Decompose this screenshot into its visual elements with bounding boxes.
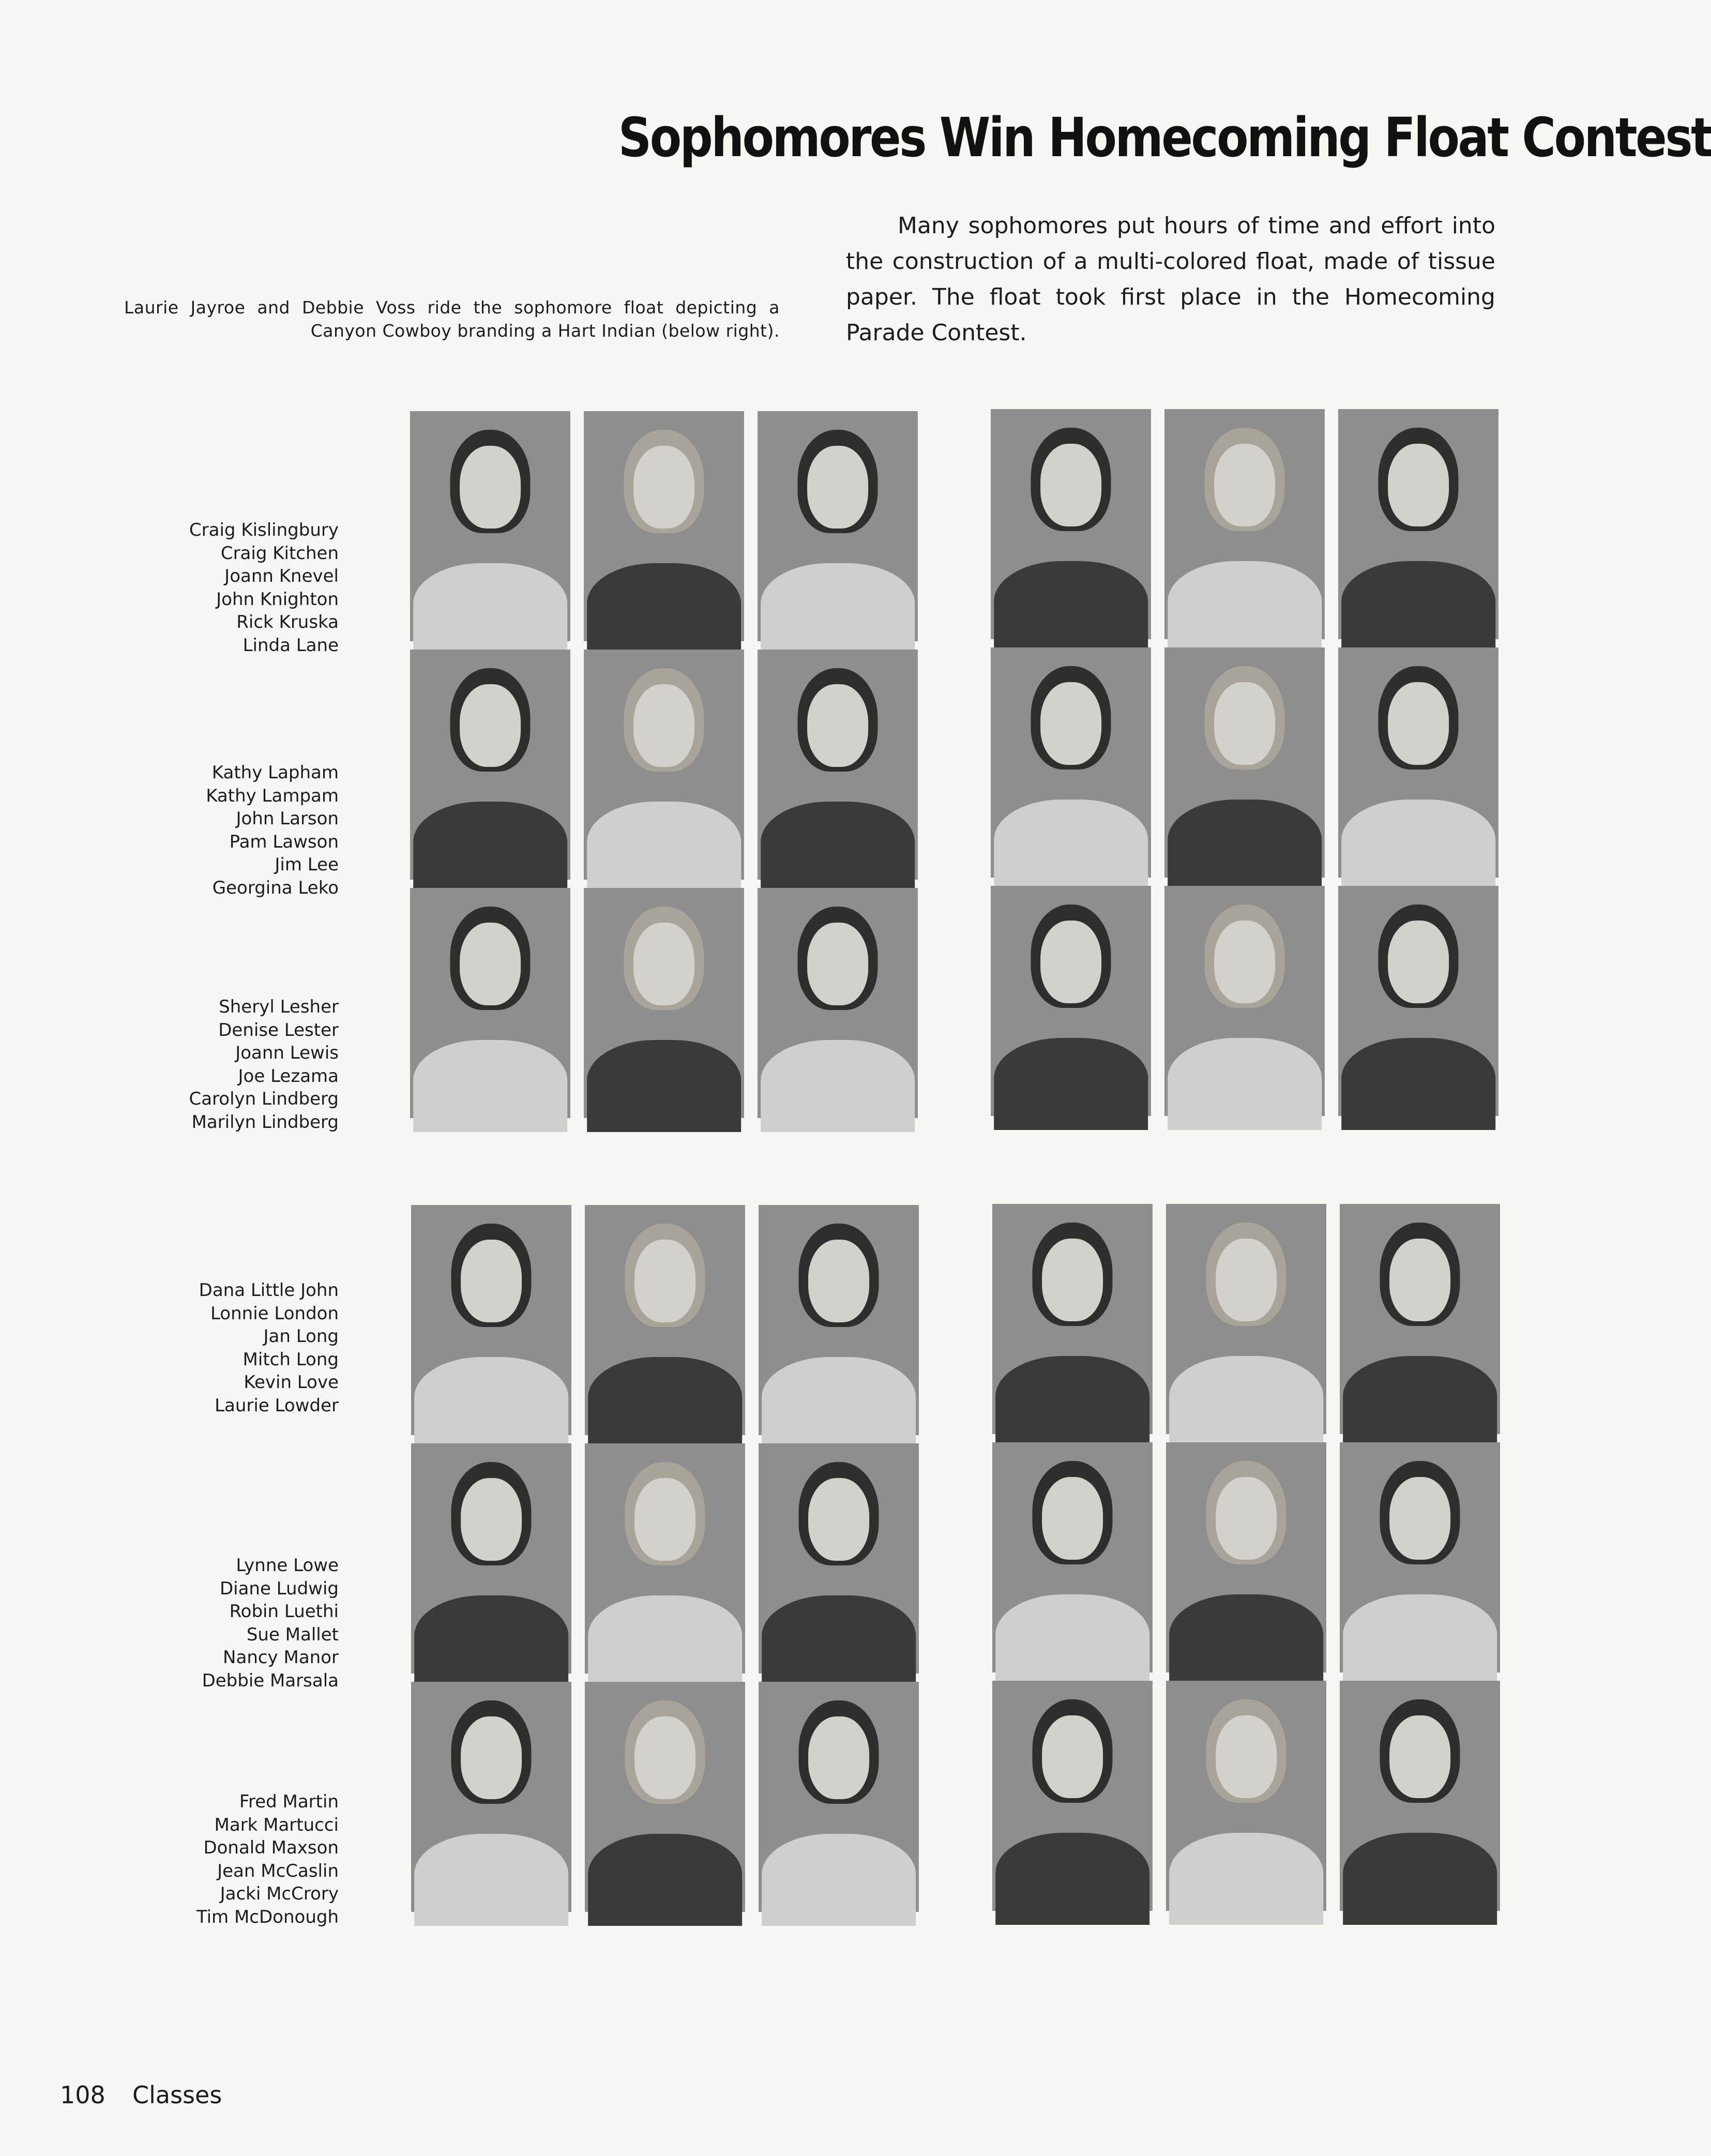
portrait-clothing xyxy=(994,1038,1148,1130)
portrait-clothing xyxy=(587,802,741,894)
portrait-face xyxy=(633,923,694,1005)
student-name: Carolyn Lindberg xyxy=(189,1089,339,1109)
portrait-face xyxy=(461,1716,522,1799)
portrait-clothing xyxy=(1169,1594,1323,1686)
name-list-6 xyxy=(196,1790,339,1928)
portrait-face xyxy=(461,1240,522,1322)
student-name: Marilyn Lindberg xyxy=(191,1111,339,1133)
portrait-clothing xyxy=(995,1833,1149,1925)
portrait-grid-bottom-left xyxy=(411,1205,919,1912)
student-portrait xyxy=(1338,886,1498,1116)
student-name: Lonnie London xyxy=(210,1303,339,1324)
portrait-face xyxy=(1040,921,1101,1003)
photo-caption: Laurie Jayroe and Debbie Voss ride the sophomore float depicting a Canyon Cowboy branding a Hart Indian (below right). xyxy=(124,297,780,341)
student-portrait xyxy=(584,888,744,1118)
student-name: Kathy Lapham xyxy=(211,762,339,783)
portrait-clothing xyxy=(1343,1594,1497,1686)
portrait-clothing xyxy=(994,561,1148,653)
student-portrait xyxy=(1338,647,1498,878)
student-name: Joann Lewis xyxy=(235,1043,339,1063)
student-portrait xyxy=(1164,409,1325,639)
portrait-clothing xyxy=(1343,1356,1497,1448)
portrait-clothing xyxy=(413,1040,567,1132)
student-name: Sue Mallet xyxy=(246,1624,339,1645)
portrait-clothing xyxy=(995,1594,1149,1686)
portrait-face xyxy=(1389,1715,1450,1798)
student-name: Rick Kruska xyxy=(236,612,339,632)
portrait-clothing xyxy=(1343,1833,1497,1925)
student-portrait xyxy=(585,1205,745,1435)
portrait-clothing xyxy=(994,800,1148,892)
portrait-face xyxy=(1214,682,1275,765)
student-name: Jacki McCrory xyxy=(220,1883,339,1904)
portrait-face xyxy=(807,923,868,1005)
student-name: Lynne Lowe xyxy=(236,1555,339,1576)
portrait-face xyxy=(1216,1477,1277,1560)
portrait-face xyxy=(634,1716,695,1799)
student-name: Donald Maxson xyxy=(203,1837,339,1858)
student-portrait xyxy=(1338,409,1498,639)
portrait-clothing xyxy=(1168,1038,1322,1130)
student-portrait xyxy=(991,409,1151,639)
student-portrait xyxy=(1166,1681,1326,1911)
portrait-face xyxy=(1388,444,1449,526)
portrait-clothing xyxy=(588,1595,742,1687)
student-portrait xyxy=(758,411,918,641)
student-name: John Knighton xyxy=(216,589,339,610)
portrait-clothing xyxy=(414,1357,568,1449)
student-name: Kathy Lampam xyxy=(206,785,339,806)
student-name: Denise Lester xyxy=(218,1019,339,1041)
student-portrait xyxy=(410,411,570,641)
student-name: Dana Little John xyxy=(199,1280,339,1301)
portrait-grid-top-right xyxy=(991,409,1498,1116)
portrait-clothing xyxy=(587,563,741,655)
student-name: Georgina Leko xyxy=(212,877,339,898)
student-portrait xyxy=(1340,1442,1500,1672)
portrait-face xyxy=(633,684,694,767)
portrait-clothing xyxy=(761,563,915,655)
student-name: Linda Lane xyxy=(243,635,339,656)
portrait-face xyxy=(634,1478,695,1561)
student-portrait xyxy=(1164,647,1325,878)
student-name: Jan Long xyxy=(263,1326,339,1347)
student-portrait xyxy=(992,1681,1153,1911)
page-number: 108 xyxy=(60,2081,105,2109)
student-name: Craig Kislingbury xyxy=(189,520,339,540)
student-portrait xyxy=(585,1682,745,1912)
portrait-clothing xyxy=(413,802,567,894)
name-list-2 xyxy=(206,761,339,899)
portrait-face xyxy=(808,1240,869,1322)
portrait-grid-top-left xyxy=(410,411,918,1118)
student-portrait xyxy=(1340,1204,1500,1434)
portrait-face xyxy=(1042,1477,1103,1560)
portrait-clothing xyxy=(1169,1356,1323,1448)
student-name: Nancy Manor xyxy=(223,1647,339,1668)
student-name: Debbie Marsala xyxy=(202,1670,339,1691)
student-name: Tim McDonough xyxy=(196,1906,339,1927)
student-name: Kevin Love xyxy=(244,1372,339,1393)
portrait-clothing xyxy=(1341,800,1495,892)
portrait-face xyxy=(807,684,868,767)
portrait-face xyxy=(808,1478,869,1561)
portrait-clothing xyxy=(761,802,915,894)
section-label: Classes xyxy=(132,2081,222,2109)
portrait-face xyxy=(1040,444,1101,526)
portrait-clothing xyxy=(588,1357,742,1449)
student-name: Mark Martucci xyxy=(214,1814,339,1835)
portrait-face xyxy=(1216,1239,1277,1321)
portrait-clothing xyxy=(1169,1833,1323,1925)
student-portrait xyxy=(1340,1681,1500,1911)
portrait-face xyxy=(633,446,694,529)
student-portrait xyxy=(758,650,918,880)
student-name: Pam Lawson xyxy=(229,831,339,852)
student-portrait xyxy=(991,647,1151,878)
student-name: Fred Martin xyxy=(239,1791,339,1812)
portrait-face xyxy=(460,684,521,767)
portrait-clothing xyxy=(762,1834,916,1926)
student-portrait xyxy=(1166,1442,1326,1672)
student-portrait xyxy=(759,1205,919,1435)
student-name: Jean McCaslin xyxy=(217,1860,339,1881)
student-name: Jim Lee xyxy=(275,854,339,875)
portrait-clothing xyxy=(588,1834,742,1926)
student-portrait xyxy=(759,1443,919,1673)
portrait-clothing xyxy=(1168,561,1322,653)
name-list-4 xyxy=(199,1279,339,1417)
student-name: Mitch Long xyxy=(243,1349,339,1370)
portrait-face xyxy=(1042,1239,1103,1321)
student-name: Robin Luethi xyxy=(229,1601,339,1622)
portrait-face xyxy=(1389,1239,1450,1321)
student-portrait xyxy=(411,1443,571,1673)
student-portrait xyxy=(1166,1204,1326,1434)
portrait-clothing xyxy=(1341,1038,1495,1130)
portrait-face xyxy=(1040,682,1101,765)
student-name: Sheryl Lesher xyxy=(219,997,339,1017)
student-name: John Larson xyxy=(236,808,339,829)
portrait-face xyxy=(1214,921,1275,1003)
portrait-face xyxy=(807,446,868,529)
portrait-clothing xyxy=(413,563,567,655)
portrait-face xyxy=(1389,1477,1450,1560)
portrait-clothing xyxy=(1168,800,1322,892)
portrait-clothing xyxy=(414,1834,568,1926)
student-portrait xyxy=(991,886,1151,1116)
portrait-face xyxy=(1216,1715,1277,1798)
student-name: Diane Ludwig xyxy=(219,1578,339,1599)
student-portrait xyxy=(992,1204,1153,1434)
student-portrait xyxy=(411,1682,571,1912)
student-portrait xyxy=(759,1682,919,1912)
student-portrait xyxy=(584,411,744,641)
student-portrait xyxy=(758,888,918,1118)
portrait-clothing xyxy=(762,1357,916,1449)
page-title: Sophomores Win Homecoming Float Contest xyxy=(618,106,1711,169)
name-list-3 xyxy=(189,996,339,1134)
portrait-grid-bottom-right xyxy=(992,1204,1500,1911)
portrait-face xyxy=(1042,1715,1103,1798)
portrait-clothing xyxy=(995,1356,1149,1448)
portrait-face xyxy=(461,1478,522,1561)
portrait-clothing xyxy=(414,1595,568,1687)
student-portrait xyxy=(585,1443,745,1673)
name-list-5 xyxy=(202,1554,339,1692)
portrait-face xyxy=(808,1716,869,1799)
portrait-clothing xyxy=(1341,561,1495,653)
student-portrait xyxy=(410,650,570,880)
student-name: Joe Lezama xyxy=(238,1065,339,1087)
portrait-face xyxy=(460,446,521,529)
student-portrait xyxy=(1164,886,1325,1116)
student-portrait xyxy=(992,1442,1153,1672)
portrait-face xyxy=(1388,682,1449,765)
portrait-face xyxy=(634,1240,695,1322)
student-portrait xyxy=(410,888,570,1118)
portrait-face xyxy=(1388,921,1449,1003)
portrait-face xyxy=(1214,444,1275,526)
portrait-clothing xyxy=(761,1040,915,1132)
portrait-clothing xyxy=(762,1595,916,1687)
portrait-face xyxy=(460,923,521,1005)
intro-paragraph: Many sophomores put hours of time and effort into the construction of a multi-colored float, made of tissue paper. The float took first place in the Homecoming Parade Contest. xyxy=(846,213,1495,346)
student-portrait xyxy=(584,650,744,880)
student-name: Laurie Lowder xyxy=(215,1395,339,1416)
student-name: Craig Kitchen xyxy=(220,542,339,564)
student-name: Joann Knevel xyxy=(224,566,339,586)
name-list-1 xyxy=(189,519,339,657)
student-portrait xyxy=(411,1205,571,1435)
portrait-clothing xyxy=(587,1040,741,1132)
